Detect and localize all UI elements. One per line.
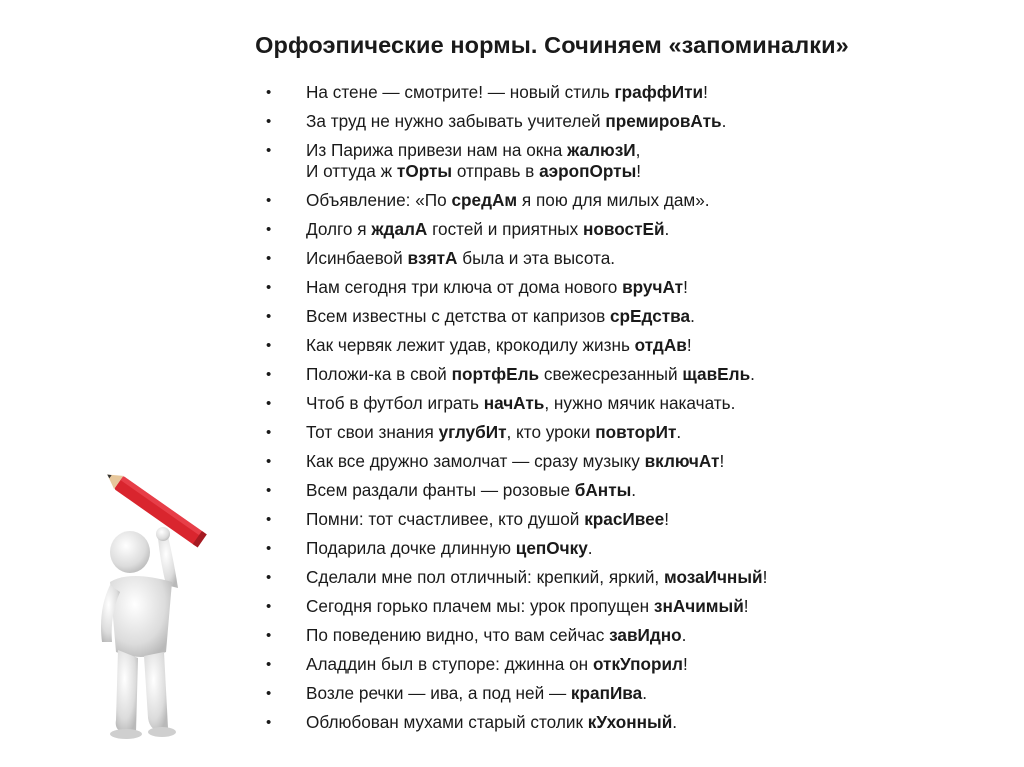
- item-text: Тот свои знания: [306, 422, 439, 442]
- item-line: [306, 480, 980, 501]
- item-text: !: [762, 567, 768, 587]
- list-item: [260, 364, 980, 385]
- stressed-word: щавЕль: [682, 364, 751, 384]
- stressed-word: крапИва: [570, 683, 643, 703]
- item-line: [306, 422, 980, 443]
- item-text: свежесрезанный: [539, 364, 683, 384]
- item-line: [306, 248, 980, 269]
- item-text: На стене — смотрите! — новый стиль: [306, 82, 615, 102]
- list-item: [260, 654, 980, 675]
- item-text: За труд не нужно забывать учителей: [306, 111, 606, 131]
- bullet-icon: •: [266, 714, 272, 731]
- list-item: [260, 538, 980, 559]
- bullet-icon: •: [266, 511, 272, 528]
- stressed-word: граффИти: [614, 82, 704, 102]
- bullet-icon: •: [266, 84, 272, 101]
- list-item: [260, 82, 980, 103]
- item-text: гостей и приятных: [427, 219, 584, 239]
- bullet-icon: •: [266, 598, 272, 615]
- stressed-word: взятА: [407, 248, 458, 268]
- list-item: [260, 248, 980, 269]
- stressed-word: знАчимый: [653, 596, 744, 616]
- bullet-icon: •: [266, 482, 272, 499]
- stressed-word: включАт: [644, 451, 720, 471]
- stressed-word: новостЕй: [583, 219, 665, 239]
- item-text: Нам сегодня три ключа от дома нового: [306, 277, 623, 297]
- item-text: .: [587, 538, 593, 558]
- list-item: [260, 480, 980, 501]
- stressed-word: вручАт: [622, 277, 684, 297]
- item-text: Исинбаевой: [306, 248, 408, 268]
- bullet-icon: •: [266, 627, 272, 644]
- item-text: !: [682, 654, 688, 674]
- item-text: !: [703, 82, 708, 102]
- stressed-word: мозаИчный: [663, 567, 763, 587]
- list-item: [260, 509, 980, 530]
- page-title: Орфоэпические нормы. Сочиняем «запоминалки»: [255, 32, 849, 58]
- bullet-icon: •: [266, 192, 272, 209]
- item-text: .: [721, 111, 727, 131]
- item-line: [306, 190, 980, 211]
- bullet-icon: •: [266, 366, 272, 383]
- item-line: [306, 393, 980, 414]
- stressed-word: бАнты: [574, 480, 632, 500]
- item-line: [306, 712, 980, 733]
- list-item: [260, 393, 980, 414]
- item-text: И оттуда ж: [306, 161, 397, 181]
- item-text: Как червяк лежит удав, крокодилу жизнь: [306, 335, 635, 355]
- item-line: [306, 683, 980, 704]
- item-line: [306, 277, 980, 298]
- bullet-icon: •: [266, 540, 272, 557]
- item-line: [306, 335, 980, 356]
- item-text: По поведению видно, что вам сейчас: [306, 625, 610, 645]
- bullet-icon: •: [266, 221, 272, 238]
- stressed-word: портфЕль: [451, 364, 540, 384]
- bullet-icon: •: [266, 337, 272, 354]
- bullet-icon: •: [266, 142, 272, 159]
- list-item: [260, 422, 980, 443]
- bullet-icon: •: [266, 685, 272, 702]
- stressed-word: красИвее: [584, 509, 665, 529]
- item-text: .: [676, 422, 682, 442]
- stressed-word: отдАв: [634, 335, 687, 355]
- item-line: [306, 140, 980, 161]
- list-item: [260, 140, 980, 182]
- bullet-icon: •: [266, 453, 272, 470]
- stressed-word: кУхонный: [587, 712, 673, 732]
- stressed-word: завИдно: [609, 625, 682, 645]
- item-text: отправь в: [452, 161, 540, 181]
- stressed-word: начАть: [483, 393, 545, 413]
- item-text: !: [743, 596, 749, 616]
- stressed-word: средАм: [451, 190, 518, 210]
- item-text: , нужно мячик накачать.: [544, 393, 736, 413]
- item-text: .: [631, 480, 637, 500]
- item-text: .: [664, 219, 670, 239]
- item-text: .: [642, 683, 647, 703]
- item-text: Как все дружно замолчат — сразу музыку: [306, 451, 645, 471]
- bullet-icon: •: [266, 395, 272, 412]
- item-text: .: [672, 712, 678, 732]
- stressed-word: срЕдства: [609, 306, 691, 326]
- item-line: [306, 451, 980, 472]
- stressed-word: аэропОрты: [539, 161, 637, 181]
- list-item: [260, 625, 980, 646]
- list-item: [260, 712, 980, 733]
- item-text: Облюбован мухами старый столик: [306, 712, 588, 732]
- stressed-word: откУпорил: [592, 654, 683, 674]
- item-line: [306, 364, 980, 385]
- item-text: Аладдин был в ступоре: джинна он: [306, 654, 593, 674]
- stressed-word: ждалА: [371, 219, 428, 239]
- item-text: ,: [635, 140, 641, 160]
- bullet-icon: •: [266, 424, 272, 441]
- stressed-word: повторИт: [595, 422, 677, 442]
- item-text: Из Парижа привези нам на окна: [306, 140, 568, 160]
- item-text: Объявление: «По: [306, 190, 452, 210]
- list-item: [260, 277, 980, 298]
- list-item: [260, 596, 980, 617]
- item-text: Положи-ка в свой: [306, 364, 452, 384]
- item-line: [306, 219, 980, 240]
- item-text: !: [664, 509, 670, 529]
- item-text: Помни: тот счастливее, кто душой: [306, 509, 585, 529]
- stressed-word: цепОчку: [515, 538, 588, 558]
- item-line: [306, 567, 980, 588]
- item-line: [306, 306, 980, 327]
- list-item: [260, 335, 980, 356]
- list-item: [260, 219, 980, 240]
- bullet-icon: •: [266, 569, 272, 586]
- list-item: [260, 306, 980, 327]
- list-item: [260, 683, 980, 704]
- item-text: я пою для милых дам».: [517, 190, 710, 210]
- bullet-icon: •: [266, 113, 272, 130]
- item-line: [306, 509, 980, 530]
- item-text: Всем известны с детства от капризов: [306, 306, 610, 326]
- list-item: [260, 190, 980, 211]
- item-line: [306, 625, 980, 646]
- item-text: .: [690, 306, 695, 326]
- stressed-word: премировАть: [605, 111, 722, 131]
- item-text: Подарила дочке длинную: [306, 538, 516, 558]
- figure-with-pencil-illustration: [88, 470, 228, 745]
- item-text: !: [686, 335, 692, 355]
- item-text: Сделали мне пол отличный: крепкий, яркий,: [306, 567, 664, 587]
- item-text: !: [636, 161, 642, 181]
- stressed-word: тОрты: [396, 161, 453, 181]
- item-text: , кто уроки: [506, 422, 596, 442]
- item-line: [306, 654, 980, 675]
- item-line: [306, 161, 980, 182]
- item-text: Чтоб в футбол играть: [306, 393, 484, 413]
- item-line: [306, 596, 980, 617]
- bullet-icon: •: [266, 656, 272, 673]
- rhyme-list: [260, 82, 980, 741]
- item-text: .: [750, 364, 755, 384]
- item-text: Возле речки — ива, а под ней —: [306, 683, 571, 703]
- bullet-icon: •: [266, 279, 272, 296]
- item-line: [306, 111, 980, 132]
- list-item: [260, 451, 980, 472]
- list-item: [260, 567, 980, 588]
- item-line: [306, 82, 980, 103]
- item-text: Всем раздали фанты — розовые: [306, 480, 575, 500]
- stressed-word: углубИт: [438, 422, 507, 442]
- item-text: была и эта высота.: [457, 248, 616, 268]
- item-text: !: [683, 277, 688, 297]
- item-text: !: [719, 451, 725, 471]
- bullet-icon: •: [266, 250, 272, 267]
- list-item: [260, 111, 980, 132]
- item-text: Сегодня горько плачем мы: урок пропущен: [306, 596, 654, 616]
- item-text: .: [681, 625, 687, 645]
- item-line: [306, 538, 980, 559]
- stressed-word: жалюзИ: [567, 140, 636, 160]
- bullet-icon: •: [266, 308, 272, 325]
- item-text: Долго я: [306, 219, 372, 239]
